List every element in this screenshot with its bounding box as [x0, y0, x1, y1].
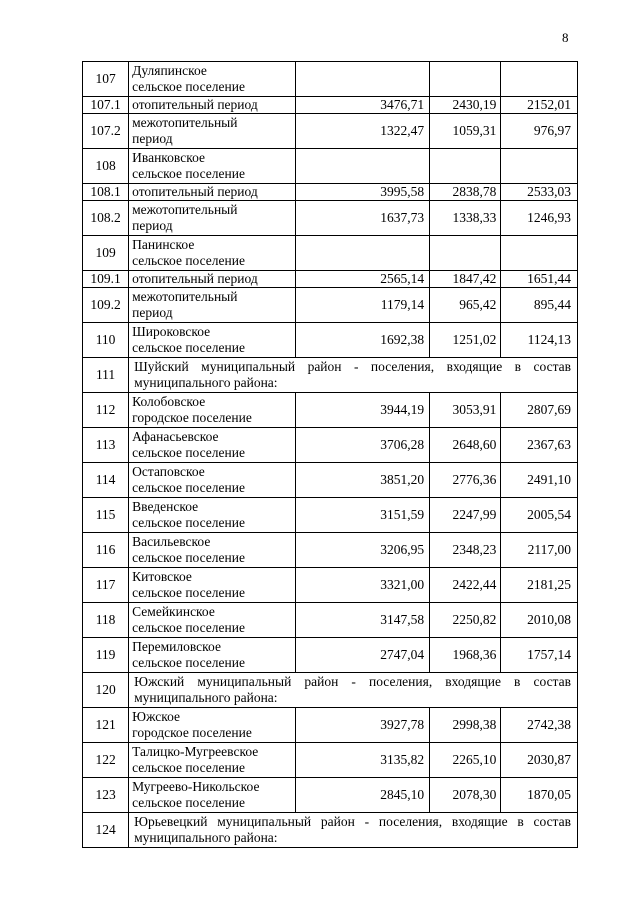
value-col-1: 1637,73 — [295, 201, 429, 236]
settlement-name — [129, 463, 296, 498]
row-number: 108.2 — [83, 201, 129, 236]
settlement-name-line: период — [132, 131, 173, 146]
settlement-name — [129, 708, 296, 743]
value-col-2 — [430, 62, 501, 97]
value-col-2: 1251,02 — [430, 323, 501, 358]
settlement-name-line: Дуляпинское — [132, 63, 207, 78]
value-col-2: 2998,38 — [430, 708, 501, 743]
settlement-name — [129, 62, 296, 97]
settlement-name-line: отопительный период — [132, 184, 258, 199]
row-number: 109 — [83, 236, 129, 271]
settlement-name-line: сельское поселение — [132, 515, 245, 530]
table-row — [83, 184, 578, 201]
value-col-3: 1124,13 — [501, 323, 578, 358]
table-row — [83, 463, 578, 498]
value-col-3: 2010,08 — [501, 603, 578, 638]
value-col-3 — [501, 149, 578, 184]
row-number: 122 — [83, 743, 129, 778]
value-col-2: 2348,23 — [430, 533, 501, 568]
page-number: 8 — [562, 30, 569, 45]
row-number: 116 — [83, 533, 129, 568]
value-col-1 — [295, 236, 429, 271]
value-col-3: 2030,87 — [501, 743, 578, 778]
table-row — [83, 533, 578, 568]
table-row — [83, 288, 578, 323]
value-col-1 — [295, 62, 429, 97]
district-heading: Юрьевецкий муниципальный район - поселения, входящие в состав муниципального района: — [129, 813, 578, 848]
row-number: 117 — [83, 568, 129, 603]
table-row — [83, 813, 578, 848]
value-col-3 — [501, 62, 578, 97]
table-row — [83, 428, 578, 463]
value-col-3: 2807,69 — [501, 393, 578, 428]
settlement-name — [129, 533, 296, 568]
settlement-name — [129, 498, 296, 533]
table-row — [83, 271, 578, 288]
row-number: 107.2 — [83, 114, 129, 149]
value-col-3: 1757,14 — [501, 638, 578, 673]
settlement-name — [129, 288, 296, 323]
settlement-name-line: Мугреево-Никольское — [132, 779, 260, 794]
value-col-3: 2152,01 — [501, 97, 578, 114]
value-col-3: 2117,00 — [501, 533, 578, 568]
settlement-name-line: сельское поселение — [132, 585, 245, 600]
table-row — [83, 603, 578, 638]
value-col-1: 2565,14 — [295, 271, 429, 288]
settlement-name — [129, 778, 296, 813]
value-col-2: 2776,36 — [430, 463, 501, 498]
settlement-name-line: городское поселение — [132, 410, 252, 425]
district-heading: Шуйский муниципальный район - поселения, входящие в состав муниципального района: — [129, 358, 578, 393]
row-number: 112 — [83, 393, 129, 428]
value-col-3: 2533,03 — [501, 184, 578, 201]
settlement-name-line: отопительный период — [132, 271, 258, 286]
row-number: 113 — [83, 428, 129, 463]
value-col-3: 1870,05 — [501, 778, 578, 813]
row-number: 119 — [83, 638, 129, 673]
settlement-name-line: сельское поселение — [132, 480, 245, 495]
settlement-name-line: Остаповское — [132, 464, 205, 479]
value-col-1: 3151,59 — [295, 498, 429, 533]
table-row — [83, 323, 578, 358]
value-col-3: 2742,38 — [501, 708, 578, 743]
settlement-name — [129, 603, 296, 638]
value-col-3: 1246,93 — [501, 201, 578, 236]
row-number: 107.1 — [83, 97, 129, 114]
table-row — [83, 149, 578, 184]
settlement-name-line: Иванковское — [132, 150, 205, 165]
value-col-3: 1651,44 — [501, 271, 578, 288]
settlement-name-line: Китовское — [132, 569, 192, 584]
settlement-name-line: городское поселение — [132, 725, 252, 740]
settlement-name-line: Южское — [132, 709, 181, 724]
settlement-name-line: отопительный период — [132, 97, 258, 112]
value-col-2: 2648,60 — [430, 428, 501, 463]
settlement-name — [129, 271, 296, 288]
settlement-name — [129, 638, 296, 673]
settlement-name-line: Талицко-Мугреевское — [132, 744, 259, 759]
row-number: 118 — [83, 603, 129, 638]
table-row — [83, 393, 578, 428]
table-row — [83, 638, 578, 673]
district-heading: Южский муниципальный район - поселения, входящие в состав муниципального района: — [129, 673, 578, 708]
settlement-name-line: период — [132, 305, 173, 320]
settlement-name-line: сельское поселение — [132, 166, 245, 181]
row-number: 108 — [83, 149, 129, 184]
value-col-2: 3053,91 — [430, 393, 501, 428]
row-number: 120 — [83, 673, 129, 708]
value-col-1: 3995,58 — [295, 184, 429, 201]
value-col-3 — [501, 236, 578, 271]
settlement-name — [129, 428, 296, 463]
settlement-name-line: сельское поселение — [132, 795, 245, 810]
row-number: 109.1 — [83, 271, 129, 288]
value-col-3: 2491,10 — [501, 463, 578, 498]
row-number: 108.1 — [83, 184, 129, 201]
row-number: 114 — [83, 463, 129, 498]
settlement-name-line: сельское поселение — [132, 340, 245, 355]
value-col-2: 1968,36 — [430, 638, 501, 673]
value-col-1: 3851,20 — [295, 463, 429, 498]
value-col-2: 2250,82 — [430, 603, 501, 638]
settlement-name — [129, 323, 296, 358]
value-col-3: 2181,25 — [501, 568, 578, 603]
table-row — [83, 743, 578, 778]
value-col-2: 2430,19 — [430, 97, 501, 114]
settlement-name — [129, 97, 296, 114]
settlement-name-line: Колобовское — [132, 394, 206, 409]
value-col-1: 3476,71 — [295, 97, 429, 114]
value-col-2: 965,42 — [430, 288, 501, 323]
settlement-name-line: сельское поселение — [132, 655, 245, 670]
table-row — [83, 778, 578, 813]
value-col-2: 2078,30 — [430, 778, 501, 813]
settlement-name-line: Васильевское — [132, 534, 211, 549]
value-col-2 — [430, 236, 501, 271]
value-col-1: 3927,78 — [295, 708, 429, 743]
settlement-name — [129, 201, 296, 236]
table-row — [83, 114, 578, 149]
table-row — [83, 498, 578, 533]
settlement-name-line: Афанасьевское — [132, 429, 219, 444]
value-col-2: 2247,99 — [430, 498, 501, 533]
value-col-2: 2422,44 — [430, 568, 501, 603]
settlement-name-line: межотопительный — [132, 202, 238, 217]
value-col-2 — [430, 149, 501, 184]
settlement-name-line: сельское поселение — [132, 253, 245, 268]
row-number: 109.2 — [83, 288, 129, 323]
settlement-name-line: Панинское — [132, 237, 195, 252]
settlement-name — [129, 393, 296, 428]
settlement-name-line: Перемиловское — [132, 639, 221, 654]
settlement-name-line: сельское поселение — [132, 79, 245, 94]
settlement-name-line: межотопительный — [132, 289, 238, 304]
settlement-name — [129, 114, 296, 149]
value-col-1: 2845,10 — [295, 778, 429, 813]
settlement-name-line: сельское поселение — [132, 760, 245, 775]
value-col-1: 1692,38 — [295, 323, 429, 358]
value-col-1: 1322,47 — [295, 114, 429, 149]
settlement-name-line: сельское поселение — [132, 445, 245, 460]
settlement-name-line: сельское поселение — [132, 620, 245, 635]
value-col-1: 1179,14 — [295, 288, 429, 323]
settlement-name-line: сельское поселение — [132, 550, 245, 565]
table-row — [83, 673, 578, 708]
row-number: 124 — [83, 813, 129, 848]
value-col-1 — [295, 149, 429, 184]
value-col-1: 3206,95 — [295, 533, 429, 568]
table-row — [83, 358, 578, 393]
row-number: 107 — [83, 62, 129, 97]
value-col-2: 2838,78 — [430, 184, 501, 201]
value-col-1: 3321,00 — [295, 568, 429, 603]
table-row — [83, 97, 578, 114]
value-col-3: 2367,63 — [501, 428, 578, 463]
settlement-name — [129, 743, 296, 778]
tariff-table — [82, 61, 578, 848]
value-col-2: 1847,42 — [430, 271, 501, 288]
settlement-name — [129, 149, 296, 184]
settlement-name-line: межотопительный — [132, 115, 238, 130]
settlement-name — [129, 184, 296, 201]
value-col-1: 2747,04 — [295, 638, 429, 673]
row-number: 123 — [83, 778, 129, 813]
value-col-3: 2005,54 — [501, 498, 578, 533]
value-col-1: 3147,58 — [295, 603, 429, 638]
table-row — [83, 236, 578, 271]
value-col-1: 3135,82 — [295, 743, 429, 778]
value-col-1: 3944,19 — [295, 393, 429, 428]
settlement-name-line: Широковское — [132, 324, 211, 339]
value-col-2: 1338,33 — [430, 201, 501, 236]
settlement-name-line: Семейкинское — [132, 604, 215, 619]
row-number: 115 — [83, 498, 129, 533]
value-col-3: 976,97 — [501, 114, 578, 149]
settlement-name — [129, 236, 296, 271]
settlement-name — [129, 568, 296, 603]
value-col-1: 3706,28 — [295, 428, 429, 463]
row-number: 121 — [83, 708, 129, 743]
value-col-2: 1059,31 — [430, 114, 501, 149]
row-number: 110 — [83, 323, 129, 358]
row-number: 111 — [83, 358, 129, 393]
table-row — [83, 568, 578, 603]
table-row — [83, 62, 578, 97]
value-col-2: 2265,10 — [430, 743, 501, 778]
table-row — [83, 201, 578, 236]
value-col-3: 895,44 — [501, 288, 578, 323]
table-row — [83, 708, 578, 743]
settlement-name-line: период — [132, 218, 173, 233]
settlement-name-line: Введенское — [132, 499, 199, 514]
